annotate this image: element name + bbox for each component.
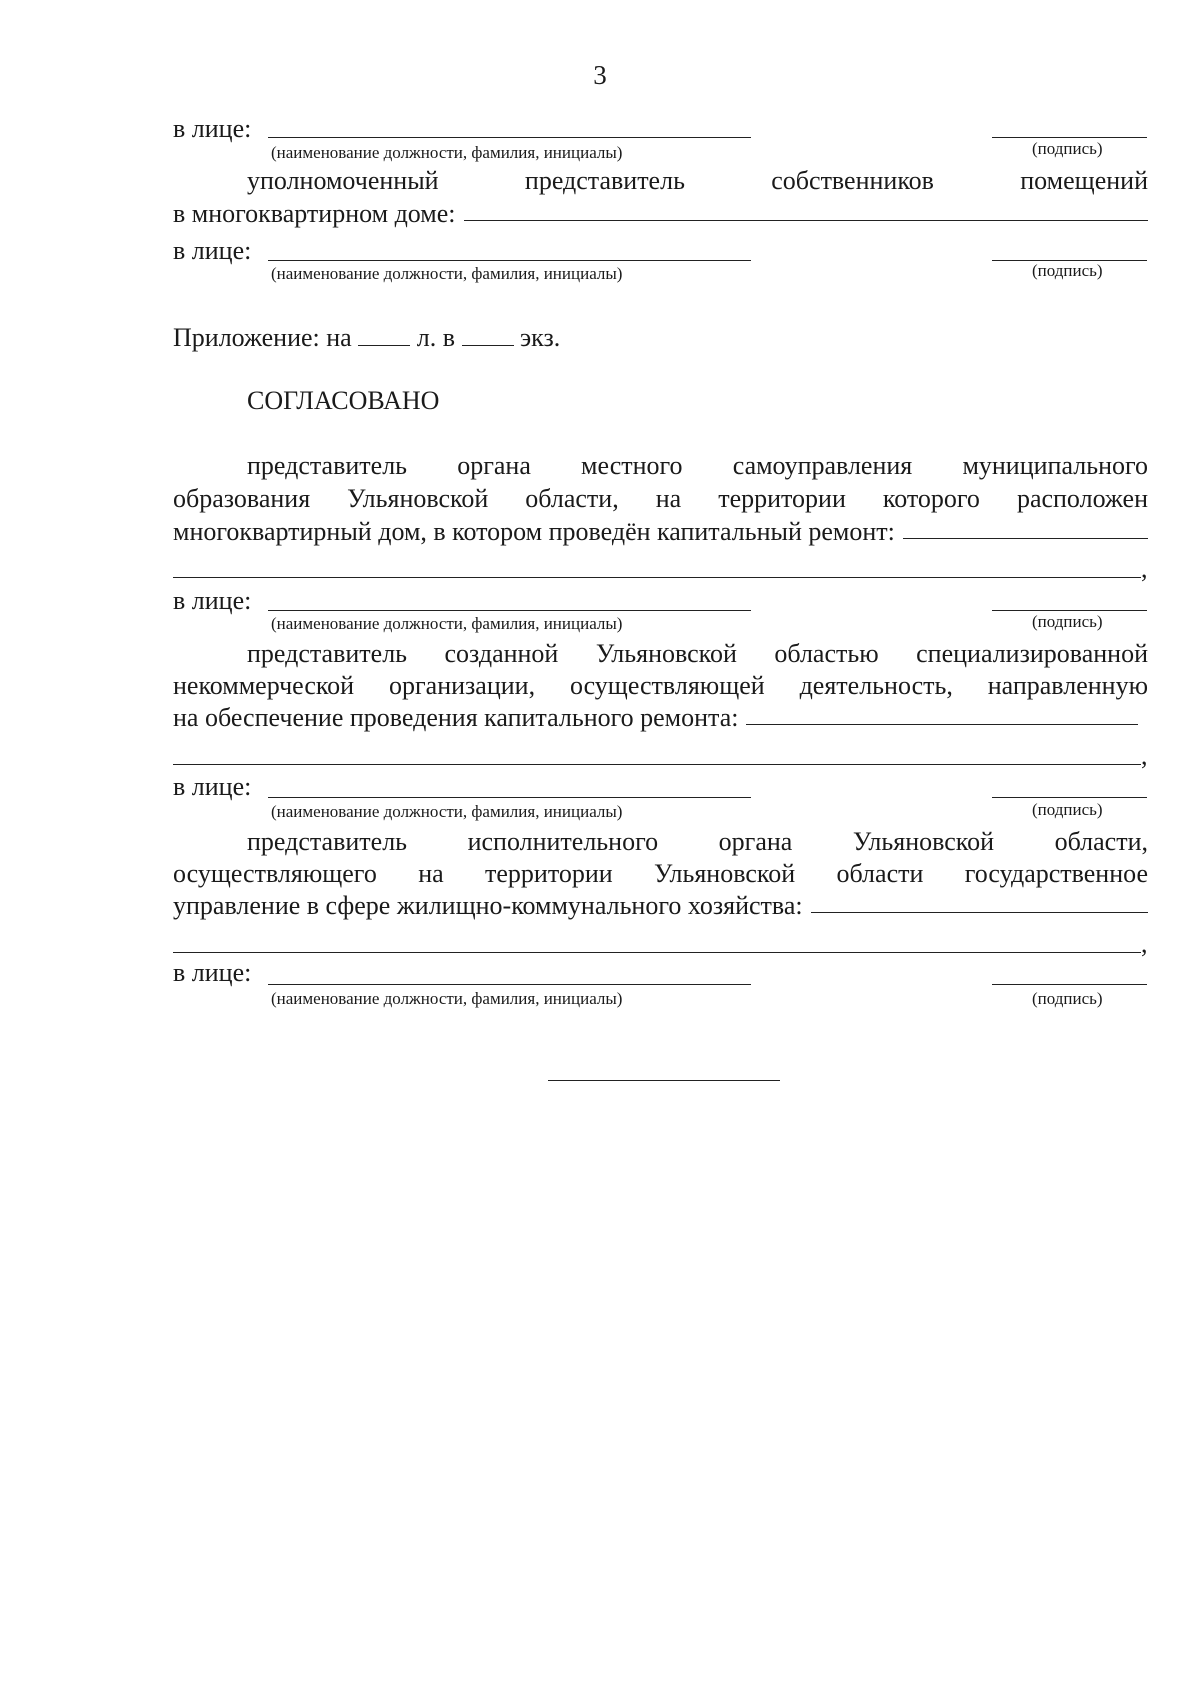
exec-body-comma: , bbox=[1141, 929, 1148, 958]
v-litse-label-5: в лице: bbox=[173, 958, 252, 987]
end-separator-line bbox=[548, 1080, 780, 1081]
signature-line-3 bbox=[992, 583, 1147, 611]
name-line-3 bbox=[268, 583, 751, 611]
owners-rep-word-2: представитель bbox=[524, 166, 685, 195]
signature-line-5 bbox=[992, 955, 1147, 985]
owners-rep-line-1 bbox=[247, 165, 1148, 197]
v-litse-label-4: в лице: bbox=[173, 772, 252, 801]
exec-body-fill-line-1 bbox=[811, 890, 1148, 913]
owners-rep-word-4: помещений bbox=[1020, 166, 1148, 195]
name-caption-5: (наименование должности, фамилия, инициалы) bbox=[271, 989, 623, 1008]
nonprofit-fill-line-1 bbox=[746, 702, 1138, 725]
owners-rep-fill-line bbox=[464, 198, 1148, 221]
sign-caption-5: (подпись) bbox=[1032, 989, 1103, 1008]
v-litse-label-3: в лице: bbox=[173, 586, 252, 615]
local-gov-fill-line-2 bbox=[173, 546, 1141, 578]
nonprofit-line-3 bbox=[173, 702, 1148, 734]
local-gov-line-3 bbox=[173, 516, 1148, 548]
page-number: 3 bbox=[593, 60, 607, 90]
sign-caption-4: (подпись) bbox=[1032, 800, 1103, 819]
signature-line-4 bbox=[992, 769, 1147, 798]
appendix-part-1: Приложение: на bbox=[173, 323, 352, 352]
local-gov-comma: , bbox=[1141, 554, 1148, 583]
sign-caption-1: (подпись) bbox=[1032, 139, 1103, 158]
local-gov-line-1: представитель органа местного самоуправления муниципального bbox=[247, 451, 1148, 480]
nonprofit-line-3-text: на обеспечение проведения капитального ремонта: bbox=[173, 703, 739, 732]
v-litse-label-1: в лице: bbox=[173, 114, 252, 143]
v-litse-label-2: в лице: bbox=[173, 236, 252, 265]
nonprofit-fill-line-2 bbox=[173, 733, 1141, 765]
nonprofit-line-2: некоммерческой организации, осуществляющей деятельность, направленную bbox=[173, 671, 1148, 700]
local-gov-fill-line-1 bbox=[903, 516, 1148, 539]
exec-body-line-2: осуществляющего на территории Ульяновской области государственное bbox=[173, 859, 1148, 888]
appendix-copies-blank bbox=[462, 323, 514, 346]
sign-caption-2: (подпись) bbox=[1032, 261, 1103, 280]
exec-body-line-3 bbox=[173, 890, 1148, 922]
nonprofit-comma: , bbox=[1141, 741, 1148, 770]
appendix-part-3: экз. bbox=[520, 323, 561, 352]
owners-rep-address-label: в многоквартирном доме: bbox=[173, 199, 456, 228]
local-gov-line-3-text: многоквартирный дом, в котором проведён капитальный ремонт: bbox=[173, 517, 895, 546]
nonprofit-line-1: представитель созданной Ульяновской областью специализированной bbox=[247, 639, 1148, 668]
owners-rep-line-2 bbox=[173, 198, 1148, 230]
sign-caption-3: (подпись) bbox=[1032, 612, 1103, 631]
name-caption-3: (наименование должности, фамилия, инициалы) bbox=[271, 614, 623, 633]
name-caption-1: (наименование должности, фамилия, инициалы) bbox=[271, 143, 623, 162]
appendix-part-2: л. в bbox=[416, 323, 455, 352]
owners-rep-word-1: уполномоченный bbox=[247, 166, 439, 195]
signature-line-2 bbox=[992, 233, 1147, 261]
name-caption-4: (наименование должности, фамилия, инициалы) bbox=[271, 802, 623, 821]
agreed-heading: СОГЛАСОВАНО bbox=[247, 386, 440, 415]
name-caption-2: (наименование должности, фамилия, инициалы) bbox=[271, 264, 623, 283]
name-line-1 bbox=[268, 111, 751, 138]
owners-rep-word-3: собственников bbox=[771, 166, 934, 195]
exec-body-line-3-text: управление в сфере жилищно-коммунального хозяйства: bbox=[173, 891, 803, 920]
exec-body-line-1: представитель исполнительного органа Ульяновской области, bbox=[247, 827, 1148, 856]
appendix-line bbox=[173, 322, 560, 354]
local-gov-line-2: образования Ульяновской области, на территории которого расположен bbox=[173, 484, 1148, 513]
name-line-4 bbox=[268, 769, 751, 798]
signature-line-1 bbox=[992, 111, 1147, 138]
name-line-2 bbox=[268, 233, 751, 261]
name-line-5 bbox=[268, 955, 751, 985]
appendix-sheets-blank bbox=[358, 323, 410, 346]
exec-body-fill-line-2 bbox=[173, 921, 1141, 953]
